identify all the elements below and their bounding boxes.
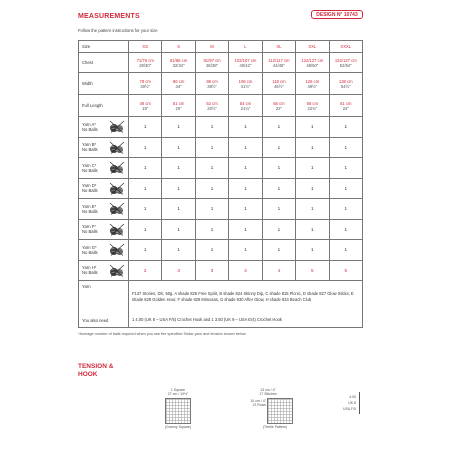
yarn-balls-icon <box>109 264 125 277</box>
yarn-ball-count: 1 <box>329 178 362 199</box>
yarn-ball-count: 1 <box>195 178 228 199</box>
chest-cell <box>129 53 162 73</box>
length-cm: 58 cm <box>306 100 319 106</box>
yarn-ball-count: 1 <box>329 137 362 158</box>
treble-pattern-swatch <box>245 388 291 429</box>
chest-cell <box>162 53 195 73</box>
yarn-ball-count: 2 <box>129 260 162 281</box>
chest-in: 48/50" <box>306 62 319 68</box>
also-need-row <box>79 314 363 328</box>
yarn-label-cell <box>79 137 129 158</box>
yarn-label-text <box>82 183 98 193</box>
width-cm: 118 cm <box>272 78 286 84</box>
yarn-row <box>79 219 363 240</box>
width-in: 38½" <box>207 83 217 89</box>
yarn-ball-count: 1 <box>229 178 262 199</box>
swatch1-bottom: (Granny Square) <box>164 424 192 429</box>
yarn-balls-icon <box>109 161 125 174</box>
yarn-balls-icon <box>109 120 125 133</box>
chest-in: 44/46" <box>272 62 285 68</box>
swatch2-left2: 13 Rows <box>252 403 266 408</box>
yarn-ball-count: 1 <box>162 199 195 220</box>
yarn-label-text <box>82 142 98 152</box>
yarn-label-wrap <box>82 243 127 256</box>
chest-in: 32/34" <box>172 62 185 68</box>
swatch2-top2: 17 Stitches <box>259 392 277 397</box>
yarn-ball-count: 1 <box>195 117 228 138</box>
swatch1-top2: 27 cm / 10½" <box>167 392 189 397</box>
chest-in: 40/42" <box>239 62 252 68</box>
chest-in: 36/38" <box>206 62 219 68</box>
length-in: 20" <box>175 105 182 111</box>
size-header: XS <box>129 41 162 53</box>
yarn-balls-label: No Balls <box>82 229 98 235</box>
yarn-label-wrap <box>82 141 127 154</box>
length-in: 20½" <box>207 105 217 111</box>
yarn-ball-count: 4 <box>262 260 295 281</box>
yarn-ball-count: 1 <box>329 117 362 138</box>
chest-cm: 71/76 cm <box>136 57 154 63</box>
size-label: Size <box>79 41 129 53</box>
width-cm: 78 cm <box>139 78 151 84</box>
yarn-ball-count: 3 <box>162 260 195 281</box>
size-header: XL <box>262 41 295 53</box>
yarn-balls-label: No Balls <box>82 270 98 276</box>
yarn-balls-label: No Balls <box>82 126 98 132</box>
yarn-ball-count: 1 <box>262 199 295 220</box>
chest-in: 52/54" <box>339 62 352 68</box>
yarn-balls-label: No Balls <box>82 188 98 194</box>
yarn-label-cell <box>79 158 129 179</box>
chest-cm: 91/97 cm <box>203 57 221 63</box>
size-header: L <box>229 41 262 53</box>
yarn-ball-count: 1 <box>296 178 329 199</box>
width-cm: 106 cm <box>238 78 253 84</box>
yarn-label-cell <box>79 240 129 261</box>
granny-square-swatch <box>158 388 198 429</box>
width-cell <box>329 73 362 95</box>
width-cell <box>129 73 162 95</box>
yarn-label-cell <box>79 117 129 138</box>
yarn-ball-count: 1 <box>329 219 362 240</box>
width-in: 30½" <box>140 83 151 89</box>
yarn-ball-count: 1 <box>296 137 329 158</box>
size-header: S <box>162 41 195 53</box>
size-header: XXL <box>296 41 329 53</box>
yarn-name: Yarn B* <box>82 142 97 148</box>
chest-label: Chest <box>79 53 129 73</box>
measurements-table <box>78 40 363 328</box>
width-in: 46½" <box>274 83 284 89</box>
yarn-ball-count: 1 <box>162 158 195 179</box>
chest-cm: 122/127 cm <box>301 57 324 63</box>
yarn-row <box>79 240 363 261</box>
length-cm: 54 cm <box>239 100 252 106</box>
swatch2-grid <box>267 398 293 424</box>
tension-hook-title <box>78 363 113 379</box>
yarn-label-cell <box>79 178 129 199</box>
swatch1-grid <box>165 398 191 424</box>
chest-cell <box>195 53 228 73</box>
yarn-label-cell <box>79 219 129 240</box>
chest-cm: 81/86 cm <box>170 57 188 63</box>
length-cm: 48 cm <box>139 100 151 106</box>
yarn-label-text <box>82 204 98 214</box>
hook-line3: USA F/5 <box>342 407 356 411</box>
yarn-ball-count: 1 <box>162 117 195 138</box>
yarn-ball-count: 1 <box>229 219 262 240</box>
width-cell <box>162 73 195 95</box>
yarn-ball-count: 1 <box>296 240 329 261</box>
yarn-row <box>79 158 363 179</box>
design-number-badge: DESIGN N° 10743 <box>311 10 363 19</box>
yarn-ball-count: 1 <box>329 158 362 179</box>
length-cell <box>195 95 228 117</box>
length-in: 24" <box>342 105 349 111</box>
length-cm: 56 cm <box>273 100 285 106</box>
width-cell <box>296 73 329 95</box>
yarn-ball-count: 5 <box>329 260 362 281</box>
yarn-ball-count: 1 <box>262 158 295 179</box>
length-cell <box>129 95 162 117</box>
yarn-info-row <box>79 281 363 314</box>
chest-cm: 112/117 cm <box>268 57 290 63</box>
length-cell <box>162 95 195 117</box>
also-need-text: 1 4.00 (UK 8 – USA F/5) Crochet Hook and 1 3.50 (UK 9 – USA E/4) Crochet Hook <box>129 314 363 328</box>
tension-title-line1: TENSION & <box>78 363 114 370</box>
size-header: XXXL <box>329 41 362 53</box>
yarn-label-text <box>82 224 98 234</box>
width-cm: 86 cm <box>172 78 185 84</box>
length-in: 22" <box>275 105 282 111</box>
length-cell <box>262 95 295 117</box>
swatch2-bottom: (Treble Pattern) <box>262 424 288 429</box>
yarn-balls-label: No Balls <box>82 208 98 214</box>
yarn-balls-icon <box>109 243 125 256</box>
yarn-ball-count: 1 <box>162 178 195 199</box>
yarn-label-wrap <box>82 264 127 277</box>
yarn-balls-icon <box>109 202 125 215</box>
yarn-row <box>79 199 363 220</box>
yarn-ball-count: 1 <box>129 219 162 240</box>
yarn-name: Yarn D* <box>82 183 97 189</box>
length-label: Full Length <box>79 95 129 117</box>
length-row <box>79 95 363 117</box>
yarn-name: Yarn A* <box>82 121 96 127</box>
yarn-row <box>79 260 363 281</box>
length-cm: 61 cm <box>340 100 352 106</box>
swatch1-top1: 1 Square <box>170 388 186 392</box>
chest-row <box>79 53 363 73</box>
intro-text: Follow the pattern instructions for your size <box>78 28 158 33</box>
width-cm: 126 cm <box>305 78 320 84</box>
yarn-name: Yarn G* <box>82 244 97 250</box>
yarn-label-wrap <box>82 223 127 236</box>
yarn-ball-count: 1 <box>229 240 262 261</box>
length-cell <box>229 95 262 117</box>
footnote: *Average number of balls required when you use the specified Sirdar yarn and tension shown below <box>78 332 246 336</box>
yarn-label-text <box>82 122 98 132</box>
width-cm: 98 cm <box>206 78 218 84</box>
yarn-name: Yarn C* <box>82 162 97 168</box>
swatch2-left1: 10 cm / 4" <box>250 399 266 403</box>
yarn-name: Yarn E* <box>82 203 97 209</box>
yarn-ball-count: 5 <box>296 260 329 281</box>
swatch2-side-labels <box>238 399 266 408</box>
length-cell <box>329 95 362 117</box>
yarn-balls-icon <box>109 141 125 154</box>
yarn-label-wrap <box>82 161 127 174</box>
yarn-ball-count: 1 <box>129 178 162 199</box>
chest-cell <box>262 53 295 73</box>
yarn-label-wrap <box>82 202 127 215</box>
also-need-label: You also need <box>79 314 129 328</box>
swatch2-top1: 13 cm / 4" <box>260 388 276 392</box>
width-cell <box>195 73 228 95</box>
width-in: 34" <box>175 83 182 89</box>
yarn-row <box>79 178 363 199</box>
yarn-ball-count: 1 <box>229 137 262 158</box>
chest-cm: 102/107 cm <box>234 57 257 63</box>
width-cell <box>262 73 295 95</box>
yarn-label-wrap <box>82 120 127 133</box>
hook-line1: 4.00 <box>349 395 356 399</box>
yarn-label-wrap <box>82 182 127 195</box>
length-in: 22¾" <box>307 105 318 111</box>
yarn-ball-count: 1 <box>162 240 195 261</box>
width-row <box>79 73 363 95</box>
yarn-ball-count: 1 <box>262 240 295 261</box>
page-title: MEASUREMENTS <box>78 13 140 20</box>
hook-line2: UK 8 <box>348 401 356 405</box>
yarn-balls-icon <box>109 182 125 195</box>
yarn-ball-count: 1 <box>262 219 295 240</box>
yarn-ball-count: 1 <box>262 178 295 199</box>
yarn-row <box>79 137 363 158</box>
length-cell <box>296 95 329 117</box>
yarn-label-text <box>82 163 98 173</box>
yarn-info-label: Yarn <box>79 281 129 314</box>
yarn-balls-label: No Balls <box>82 249 98 255</box>
yarn-ball-count: 1 <box>229 199 262 220</box>
yarn-ball-count: 1 <box>129 158 162 179</box>
yarn-ball-count: 1 <box>129 199 162 220</box>
width-in: 54½" <box>340 83 351 89</box>
yarn-ball-count: 1 <box>129 117 162 138</box>
yarn-ball-count: 3 <box>195 260 228 281</box>
yarn-info-text: F137 Stories, DK, 50g. A shade 825 Free Spirit, B shade 824 Skinny Dip, C shade 815 Picnic, D shade 827 Glow Sticks, E shade 828 Golden Hour, F shade 829 Mimosas, G shade 830 After Glow, H shade 834 Beach Club <box>129 281 363 314</box>
length-in: 21¼" <box>240 105 251 111</box>
yarn-ball-count: 1 <box>129 240 162 261</box>
crochet-hook-icon <box>359 392 360 414</box>
yarn-ball-count: 1 <box>229 158 262 179</box>
width-cm: 138 cm <box>338 78 353 84</box>
yarn-label-text <box>82 245 98 255</box>
yarn-ball-count: 1 <box>262 117 295 138</box>
chest-in: 28/30" <box>139 62 152 68</box>
yarn-ball-count: 1 <box>162 137 195 158</box>
yarn-label-cell <box>79 260 129 281</box>
chest-cell <box>296 53 329 73</box>
yarn-ball-count: 1 <box>195 199 228 220</box>
yarn-ball-count: 1 <box>195 240 228 261</box>
yarn-balls-label: No Balls <box>82 147 98 153</box>
yarn-ball-count: 4 <box>229 260 262 281</box>
yarn-ball-count: 1 <box>329 199 362 220</box>
yarn-ball-count: 1 <box>129 137 162 158</box>
hook-size-text <box>336 394 356 412</box>
yarn-ball-count: 1 <box>162 219 195 240</box>
yarn-ball-count: 1 <box>195 137 228 158</box>
chest-cell <box>229 53 262 73</box>
yarn-ball-count: 1 <box>296 117 329 138</box>
yarn-ball-count: 1 <box>195 158 228 179</box>
yarn-ball-count: 1 <box>229 117 262 138</box>
yarn-balls-label: No Balls <box>82 167 98 173</box>
yarn-balls-icon <box>109 223 125 236</box>
yarn-ball-count: 1 <box>262 137 295 158</box>
yarn-ball-count: 1 <box>296 219 329 240</box>
width-in: 41½" <box>240 83 251 89</box>
yarn-ball-count: 1 <box>296 199 329 220</box>
chest-cell <box>329 53 362 73</box>
width-cell <box>229 73 262 95</box>
yarn-label-cell <box>79 199 129 220</box>
chest-cm: 132/137 cm <box>334 57 357 63</box>
width-label: Width <box>79 73 129 95</box>
yarn-row <box>79 117 363 138</box>
length-cm: 52 cm <box>206 100 218 106</box>
yarn-name: Yarn F* <box>82 224 96 230</box>
width-in: 49½" <box>307 83 318 89</box>
length-cm: 51 cm <box>172 100 185 106</box>
length-in: 19" <box>142 105 149 111</box>
yarn-ball-count: 1 <box>195 219 228 240</box>
yarn-ball-count: 1 <box>296 158 329 179</box>
yarn-ball-count: 1 <box>329 240 362 261</box>
tension-title-line2: HOOK <box>78 371 98 378</box>
size-row <box>79 41 363 53</box>
yarn-label-text <box>82 265 98 275</box>
yarn-name: Yarn H* <box>82 265 97 271</box>
size-header: M <box>195 41 228 53</box>
